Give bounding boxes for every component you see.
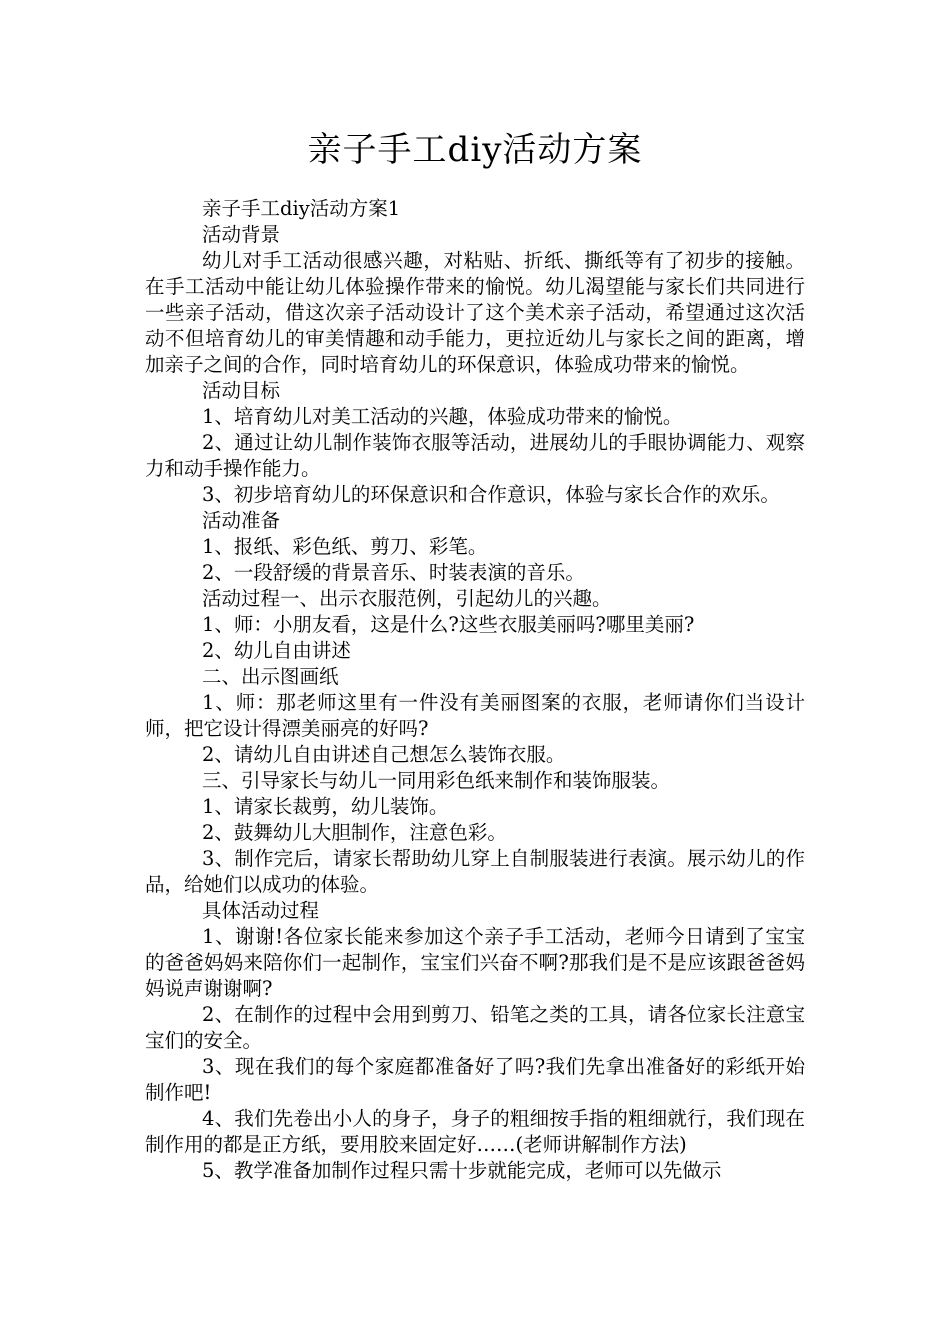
paragraph: 2、幼儿自由讲述 — [202, 639, 351, 662]
paragraph: 3、制作完后，请家长帮助幼儿穿上自制服装进行表演。展示幼儿的作品，给她们以成功的体验。 — [145, 847, 805, 896]
paragraph: 1、谢谢!各位家长能来参加这个亲子手工活动，老师今日请到了宝宝的爸爸妈妈来陪你们一起制作，宝宝们兴奋不啊?那我们是不是应该跟爸爸妈妈说声谢谢啊? — [145, 925, 805, 1000]
paragraph: 具体活动过程 — [202, 899, 320, 922]
paragraph: 2、请幼儿自由讲述自己想怎么装饰衣服。 — [202, 743, 566, 766]
paragraph: 1、报纸、彩色纸、剪刀、彩笔。 — [202, 535, 488, 558]
paragraph: 三、引导家长与幼儿一同用彩色纸来制作和装饰服装。 — [202, 769, 671, 792]
paragraph: 幼儿对手工活动很感兴趣，对粘贴、折纸、撕纸等有了初步的接触。在手工活动中能让幼儿体验操作带来的愉悦。幼儿渴望能与家长们共同进行一些亲子活动，借这次亲子活动设计了这个美术亲子活动，希望通过这次活动不但培育幼儿的审美情趣和动手能力，更拉近幼儿与家长之间的距离，增加亲子之间的合作，同时培育幼儿的环保意识，体验成功带来的愉悦。 — [145, 249, 805, 376]
paragraph: 1、师：小朋友看，这是什么?这些衣服美丽吗?哪里美丽? — [202, 613, 695, 636]
paragraph: 1、师：那老师这里有一件没有美丽图案的衣服，老师请你们当设计师，把它设计得漂美丽亮的好吗? — [145, 691, 805, 740]
paragraph: 4、我们先卷出小人的身子，身子的粗细按手指的粗细就行，我们现在制作用的都是正方纸，要用胶来固定好……(老师讲解制作方法) — [145, 1107, 805, 1156]
paragraph: 活动准备 — [202, 509, 281, 532]
paragraph: 活动背景 — [202, 223, 281, 246]
paragraph: 2、一段舒缓的背景音乐、时装表演的音乐。 — [202, 561, 585, 584]
paragraph: 5、教学准备加制作过程只需十步就能完成，老师可以先做示 — [202, 1159, 722, 1182]
document-body — [145, 196, 805, 1184]
paragraph: 活动目标 — [202, 379, 281, 402]
paragraph: 活动过程一、出示衣服范例，引起幼儿的兴趣。 — [202, 587, 612, 610]
paragraph: 亲子手工diy活动方案1 — [202, 197, 401, 220]
paragraph: 1、培育幼儿对美工活动的兴趣，体验成功带来的愉悦。 — [202, 405, 683, 428]
paragraph: 3、初步培育幼儿的环保意识和合作意识，体验与家长合作的欢乐。 — [202, 483, 780, 506]
paragraph: 2、在制作的过程中会用到剪刀、铅笔之类的工具，请各位家长注意宝宝们的安全。 — [145, 1003, 805, 1052]
paragraph: 2、鼓舞幼儿大胆制作，注意色彩。 — [202, 821, 507, 844]
document-title: 亲子手工diy活动方案 — [307, 130, 643, 170]
paragraph: 二、出示图画纸 — [202, 665, 339, 688]
paragraph: 1、请家长裁剪，幼儿装饰。 — [202, 795, 449, 818]
paragraph: 2、通过让幼儿制作装饰衣服等活动，进展幼儿的手眼协调能力、观察力和动手操作能力。 — [145, 431, 805, 480]
paragraph: 3、现在我们的每个家庭都准备好了吗?我们先拿出准备好的彩纸开始制作吧! — [145, 1055, 805, 1104]
